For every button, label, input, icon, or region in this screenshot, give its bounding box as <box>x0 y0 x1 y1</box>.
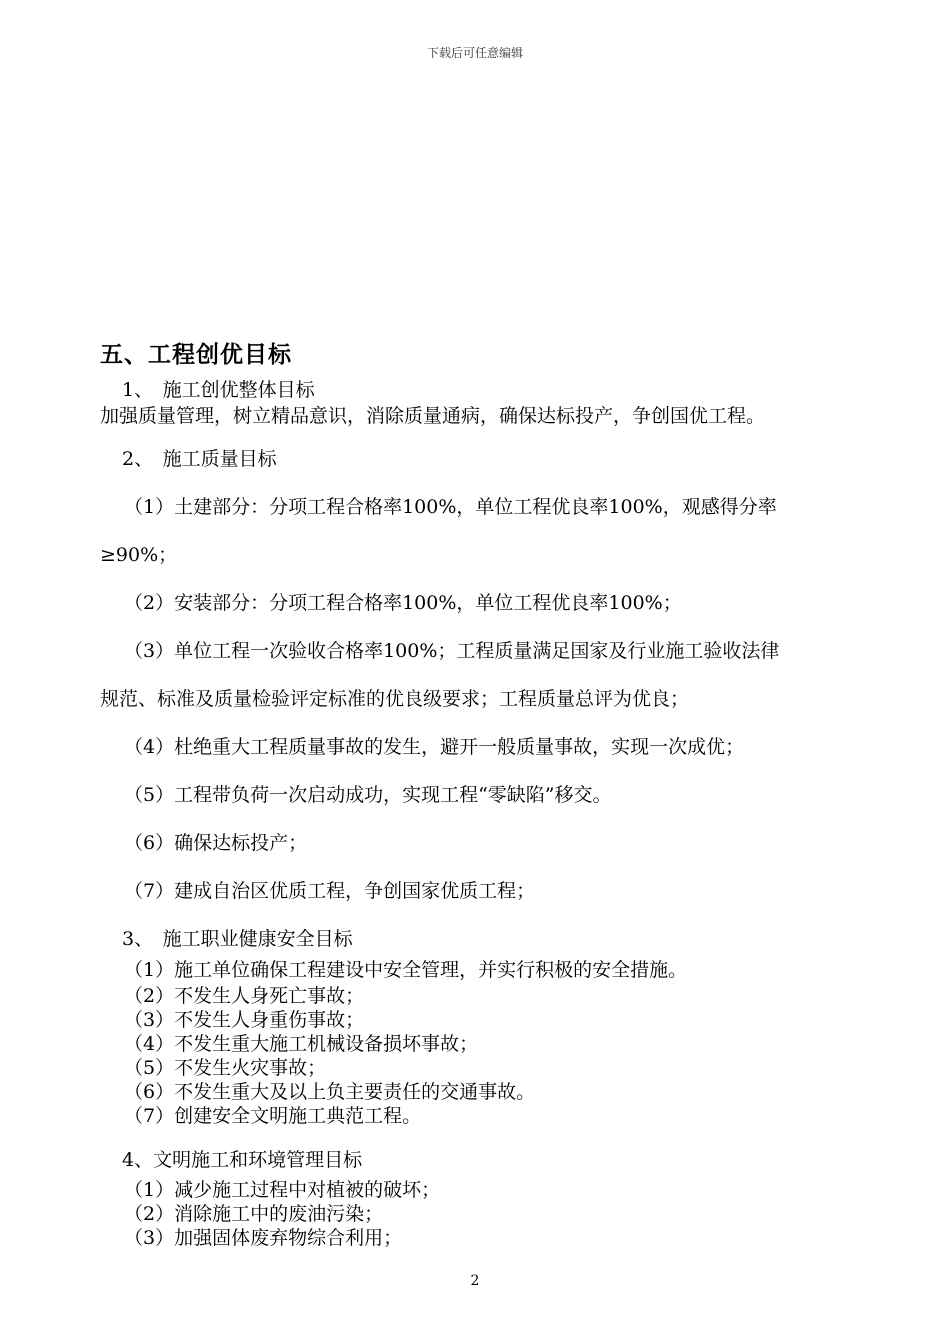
s3-line: （7）创建安全文明施工典范工程。 <box>124 1105 422 1127</box>
section-title: 五、工程创优目标 <box>100 341 292 368</box>
s4-line: （3）加强固体废弃物综合利用； <box>124 1227 403 1249</box>
s2-line: （3）单位工程一次验收合格率100%；工程质量满足国家及行业施工验收法律 <box>124 640 780 662</box>
s2-line: （5）工程带负荷一次启动成功，实现工程“零缺陷”移交。 <box>124 784 612 806</box>
page-header: 下载后可任意编辑 <box>426 46 523 60</box>
s3-line: （5）不发生火灾事故； <box>124 1057 327 1079</box>
s2-line: （4）杜绝重大工程质量事故的发生，避开一般质量事故，实现一次成优； <box>124 736 745 758</box>
s2-line: （7）建成自治区优质工程，争创国家优质工程； <box>124 880 536 902</box>
page-number: 2 <box>470 1273 480 1289</box>
s3-heading: 3、 施工职业健康安全目标 <box>122 928 353 950</box>
s4-line: （2）消除施工中的废油污染； <box>124 1203 384 1225</box>
s3-line: （1）施工单位确保工程建设中安全管理，并实行积极的安全措施。 <box>124 959 688 981</box>
s2-heading: 2、 施工质量目标 <box>122 448 277 470</box>
s1-line: 加强质量管理，树立精品意识，消除质量通病，确保达标投产，争创国优工程。 <box>100 405 766 427</box>
s3-line: （3）不发生人身重伤事故； <box>124 1009 365 1031</box>
s3-line: （6）不发生重大及以上负主要责任的交通事故。 <box>124 1081 536 1103</box>
s4-line: （1）减少施工过程中对植被的破坏； <box>124 1179 441 1201</box>
s3-line: （4）不发生重大施工机械设备损坏事故； <box>124 1033 479 1055</box>
s2-line: （1）土建部分：分项工程合格率100%，单位工程优良率100%，观感得分率 <box>124 496 777 518</box>
s3-line: （2）不发生人身死亡事故； <box>124 985 365 1007</box>
s2-line: 规范、标准及质量检验评定标准的优良级要求；工程质量总评为优良； <box>100 688 690 710</box>
s2-line: （6）确保达标投产； <box>124 832 308 854</box>
s2-line: ≥90%； <box>100 544 178 566</box>
s2-line: （2）安装部分：分项工程合格率100%，单位工程优良率100%； <box>124 592 682 614</box>
s4-heading: 4、文明施工和环境管理目标 <box>122 1149 363 1171</box>
s1-heading: 1、 施工创优整体目标 <box>122 379 315 401</box>
